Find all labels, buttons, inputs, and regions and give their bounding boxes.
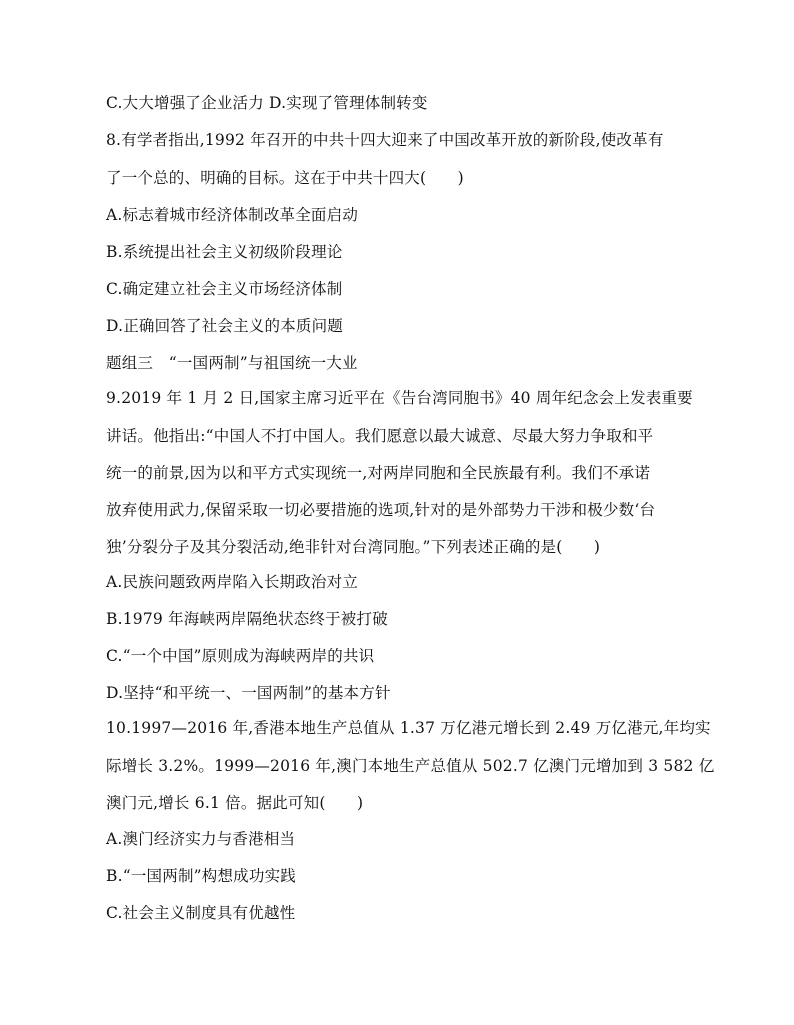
q9-option-c: C.“一个中国”原则成为海峡两岸的共识 — [106, 647, 375, 665]
q9-stem-line-4: 放弃使用武力,保留采取一切必要措施的选项,针对的是外部势力干涉和极少数‘台 — [106, 501, 656, 519]
q9-option-b: B.1979 年海峡两岸隔绝状态终于被打破 — [106, 610, 388, 628]
q8-stem-line-2: 了一个总的、明确的目标。这在于中共十四大( ) — [106, 169, 464, 187]
q8-option-d: D.正确回答了社会主义的本质问题 — [106, 317, 344, 335]
group-3-heading: 题组三 “一国两制”与祖国统一大业 — [106, 354, 358, 372]
q9-option-d: D.坚持“和平统一、一国两制”的基本方针 — [106, 684, 391, 702]
q7-options-cd: C.大大增强了企业活力 D.实现了管理体制转变 — [106, 94, 428, 112]
q9-option-a: A.民族问题致两岸陷入长期政治对立 — [106, 573, 359, 591]
q8-stem-line-1: 8.有学者指出,1992 年召开的中共十四大迎来了中国改革开放的新阶段,使改革有 — [106, 131, 664, 149]
q8-option-c: C.确定建立社会主义市场经济体制 — [106, 280, 343, 298]
q9-stem-line-5: 独’分裂分子及其分裂活动,绝非针对台湾同胞。”下列表述正确的是( ) — [106, 538, 601, 556]
q9-stem-line-1: 9.2019 年 1 月 2 日,国家主席习近平在《告台湾同胞书》40 周年纪念会上发表重要 — [106, 389, 693, 407]
q10-option-a: A.澳门经济实力与香港相当 — [106, 830, 296, 848]
q10-stem-line-1: 10.1997—2016 年,香港本地生产总值从 1.37 万亿港元增长到 2.49 万亿港元,年均实 — [106, 719, 711, 737]
q10-stem-line-3: 澳门元,增长 6.1 倍。据此可知( ) — [106, 794, 364, 812]
q10-stem-line-2: 际增长 3.2%。1999—2016 年,澳门本地生产总值从 502.7 亿澳门元增加到 3 582 亿 — [106, 757, 715, 775]
q8-option-b: B.系统提出社会主义初级阶段理论 — [106, 243, 343, 261]
q10-option-b: B.“一国两制”构想成功实践 — [106, 867, 296, 885]
q8-option-a: A.标志着城市经济体制改革全面启动 — [106, 206, 359, 224]
q9-stem-line-2: 讲话。他指出:“中国人不打中国人。我们愿意以最大诚意、尽最大努力争取和平 — [106, 427, 654, 445]
q9-stem-line-3: 统一的前景,因为以和平方式实现统一,对两岸同胞和全民族最有利。我们不承诺 — [106, 464, 651, 482]
q10-option-c: C.社会主义制度具有优越性 — [106, 904, 296, 922]
